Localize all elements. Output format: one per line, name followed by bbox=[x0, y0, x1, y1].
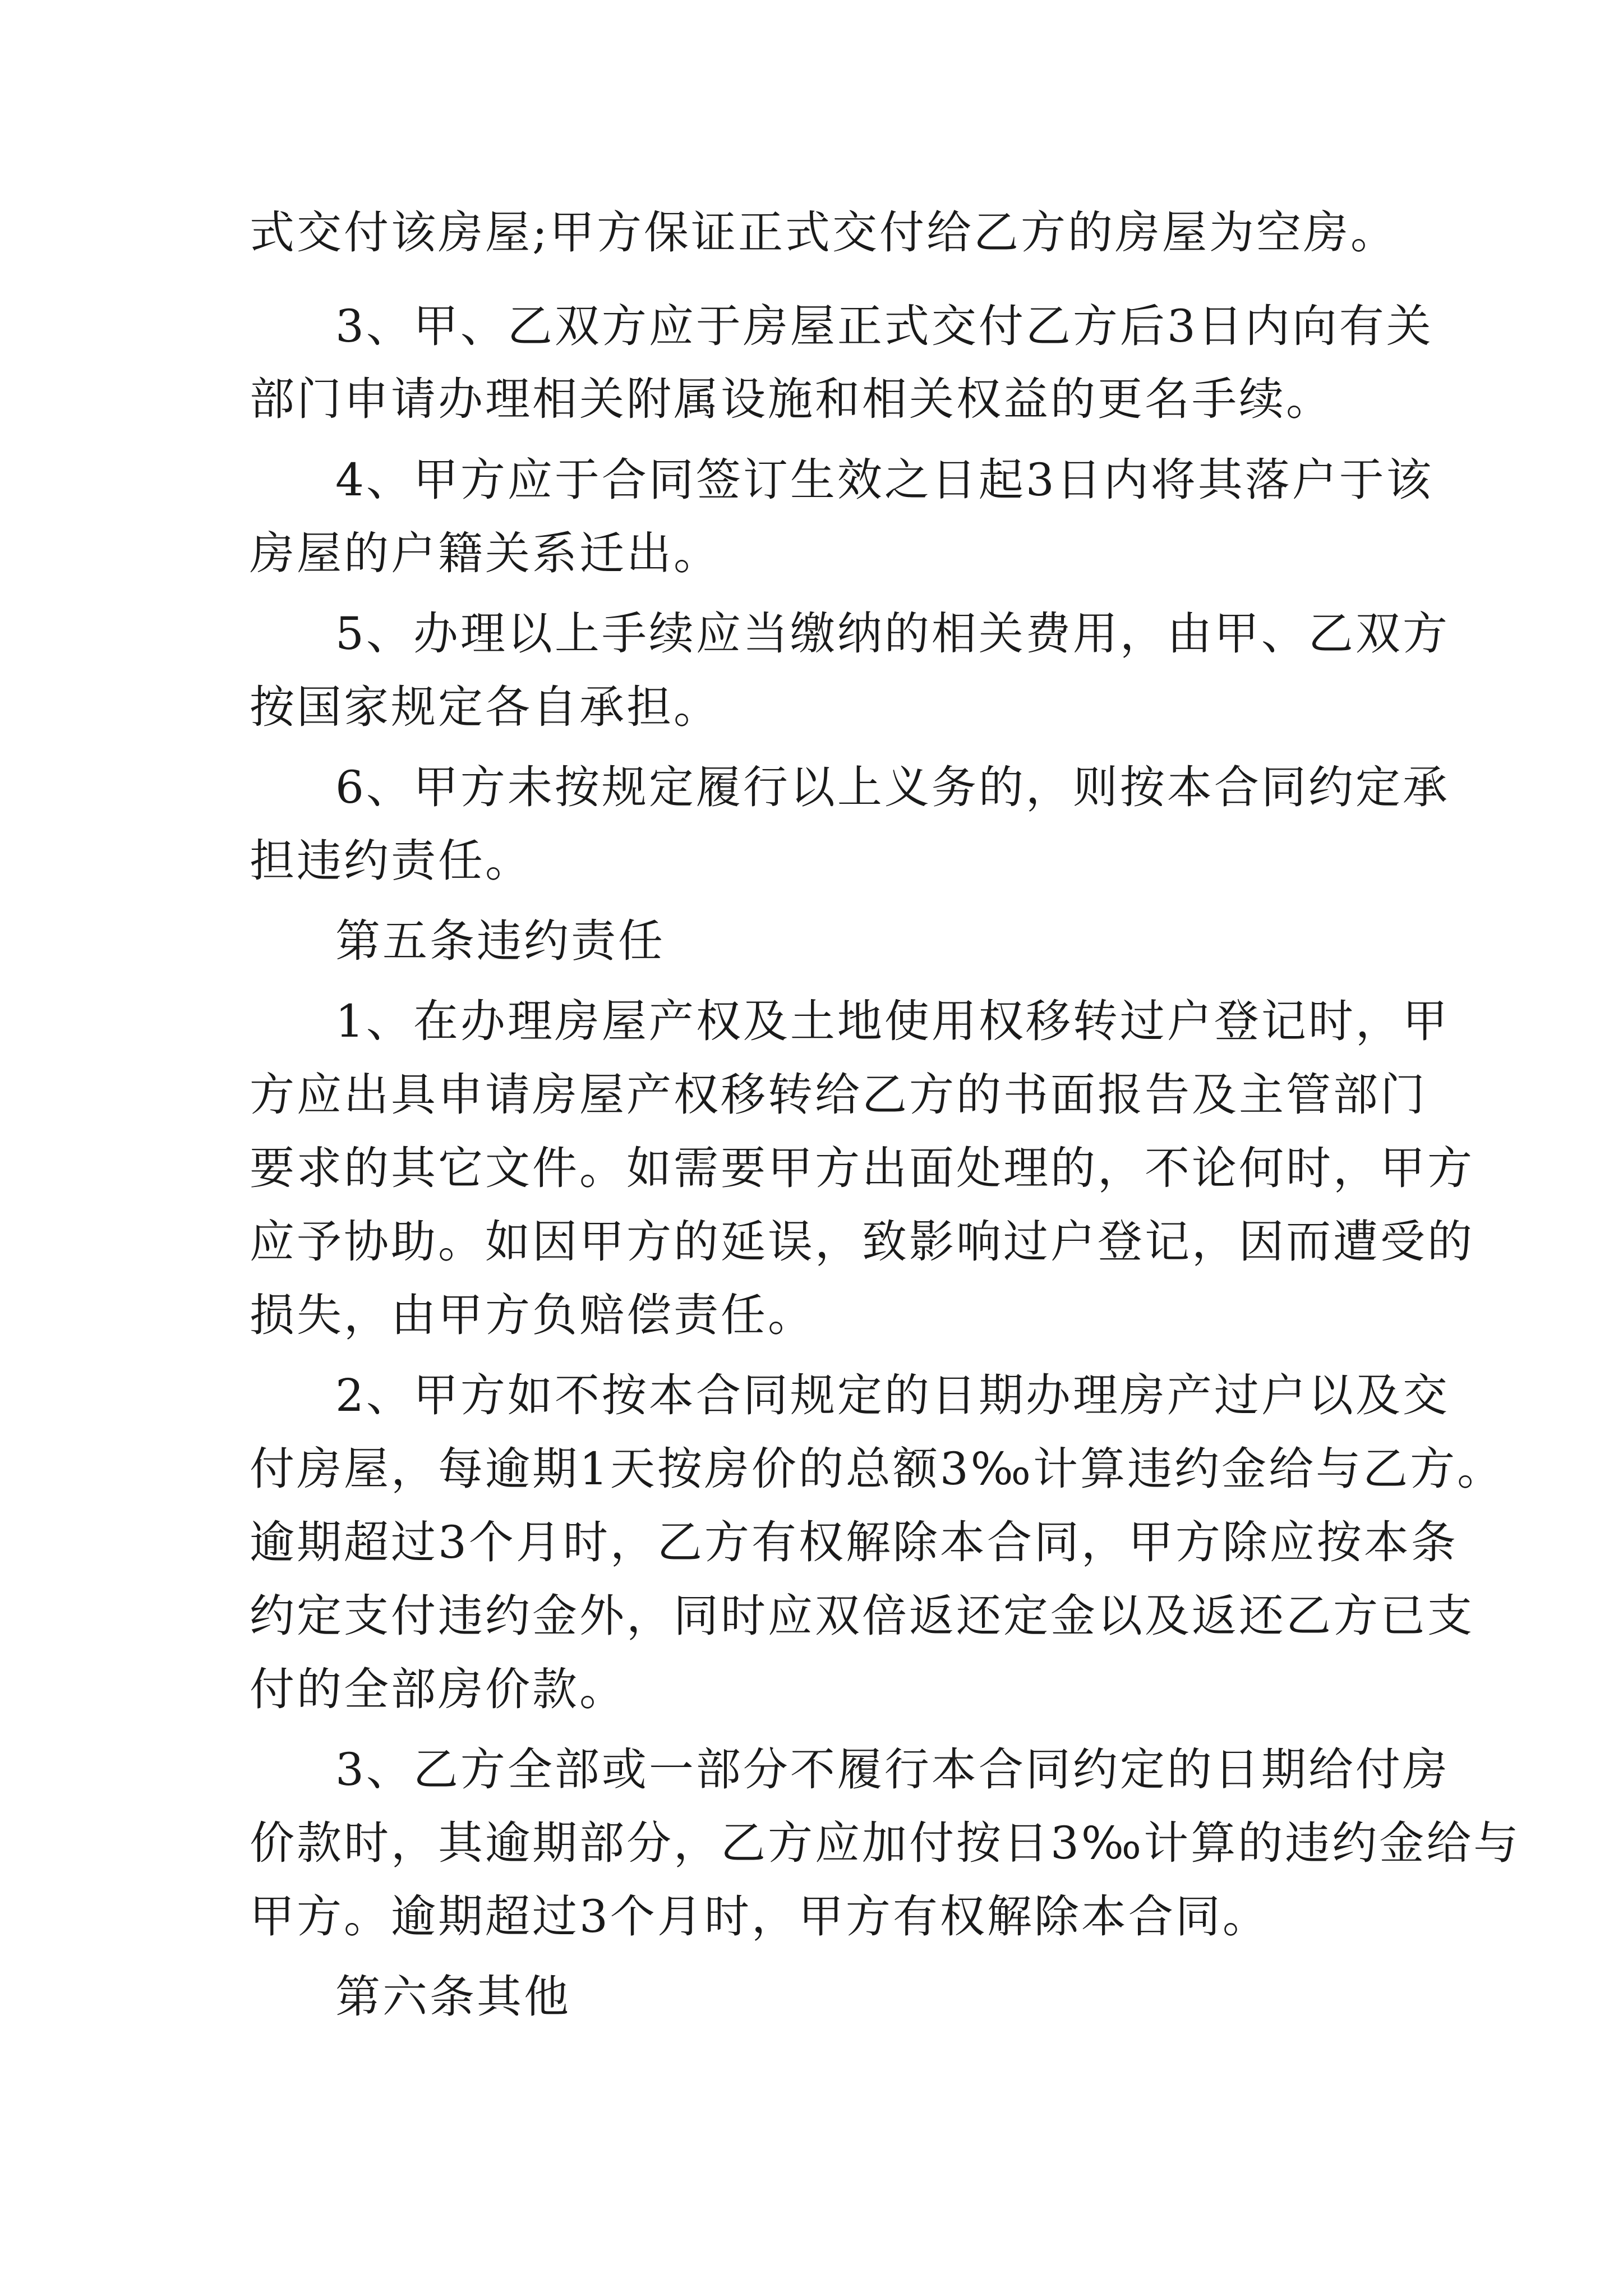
text-line-11: 1、在办理房屋产权及土地使用权移转过户登记时，甲 bbox=[335, 995, 1450, 1047]
section-heading-6: 第六条其他 bbox=[335, 1971, 571, 2023]
text-line-1: 式交付该房屋;甲方保证正式交付给乙方的房屋为空房。 bbox=[250, 206, 1398, 259]
text-line-7: 按国家规定各自承担。 bbox=[250, 681, 721, 733]
text-line-14: 应予协助。如因甲方的延误，致影响过户登记，因而遭受的 bbox=[250, 1216, 1474, 1268]
text-line-2: 3、甲、乙双方应于房屋正式交付乙方后3日内向有关 bbox=[335, 300, 1433, 352]
text-line-15: 损失，由甲方负赔偿责任。 bbox=[250, 1289, 815, 1341]
text-line-19: 约定支付违约金外，同时应双倍返还定金以及返还乙方已支 bbox=[250, 1590, 1474, 1642]
text-line-18: 逾期超过3个月时，乙方有权解除本合同，甲方除应按本条 bbox=[250, 1516, 1458, 1568]
text-line-6: 5、办理以上手续应当缴纳的相关费用，由甲、乙双方 bbox=[335, 608, 1450, 660]
text-line-20: 付的全部房价款。 bbox=[250, 1663, 626, 1715]
text-line-3: 部门申请办理相关附属设施和相关权益的更名手续。 bbox=[250, 373, 1333, 425]
text-line-23: 甲方。逾期超过3个月时，甲方有权解除本合同。 bbox=[250, 1890, 1270, 1943]
text-line-22: 价款时，其逾期部分，乙方应加付按日3‰计算的违约金给与 bbox=[250, 1817, 1521, 1869]
text-line-9: 担违约责任。 bbox=[250, 835, 532, 887]
text-line-21: 3、乙方全部或一部分不履行本合同约定的日期给付房 bbox=[335, 1743, 1450, 1796]
text-line-12: 方应出具申请房屋产权移转给乙方的书面报告及主管部门 bbox=[250, 1069, 1427, 1121]
text-line-8: 6、甲方未按规定履行以上义务的，则按本合同约定承 bbox=[335, 761, 1450, 813]
section-heading-5: 第五条违约责任 bbox=[335, 915, 665, 967]
text-line-5: 房屋的户籍关系迁出。 bbox=[250, 527, 721, 579]
text-line-16: 2、甲方如不按本合同规定的日期办理房产过户以及交 bbox=[335, 1369, 1450, 1421]
text-line-4: 4、甲方应于合同签订生效之日起3日内将其落户于该 bbox=[335, 454, 1433, 506]
text-line-13: 要求的其它文件。如需要甲方出面处理的，不论何时，甲方 bbox=[250, 1142, 1474, 1194]
text-line-17: 付房屋，每逾期1天按房价的总额3‰计算违约金给与乙方。 bbox=[250, 1443, 1505, 1495]
